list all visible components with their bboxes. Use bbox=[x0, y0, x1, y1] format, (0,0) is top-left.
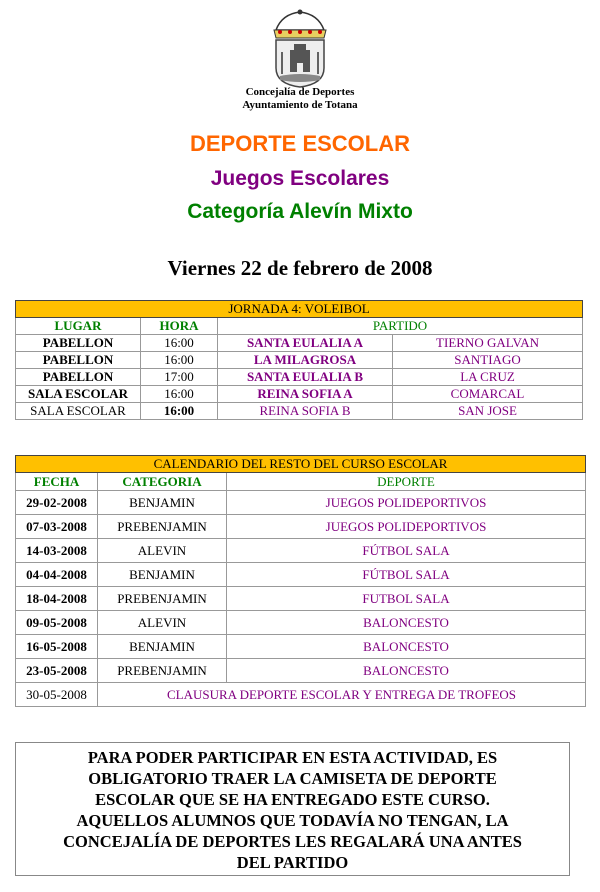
header-deporte: DEPORTE bbox=[227, 473, 586, 491]
calendar-fecha: 04-04-2008 bbox=[16, 563, 98, 587]
match-visitante: SANTIAGO bbox=[393, 352, 583, 369]
calendar-deporte: FÚTBOL SALA bbox=[227, 563, 586, 587]
header-hora: HORA bbox=[141, 318, 218, 335]
calendario-title-row bbox=[16, 456, 586, 473]
notice-line: OBLIGATORIO TRAER LA CAMISETA DE DEPORTE bbox=[88, 769, 497, 788]
calendar-deporte: BALONCESTO bbox=[227, 611, 586, 635]
match-hora: 16:00 bbox=[141, 403, 218, 420]
match-row bbox=[16, 369, 583, 386]
event-date: Viernes 22 de febrero de 2008 bbox=[167, 256, 433, 280]
header-partido: PARTIDO bbox=[218, 318, 583, 335]
calendar-deporte: JUEGOS POLIDEPORTIVOS bbox=[227, 491, 586, 515]
match-local: REINA SOFIA B bbox=[218, 403, 393, 420]
jornada-title-row bbox=[16, 301, 583, 318]
match-local: LA MILAGROSA bbox=[218, 352, 393, 369]
calendar-deporte: JUEGOS POLIDEPORTIVOS bbox=[227, 515, 586, 539]
jornada-header-row bbox=[16, 318, 583, 335]
match-local: REINA SOFIA A bbox=[218, 386, 393, 403]
calendar-row bbox=[16, 539, 586, 563]
calendar-categoria: PREBENJAMIN bbox=[98, 587, 227, 611]
calendario-title: CALENDARIO DEL RESTO DEL CURSO ESCOLAR bbox=[16, 456, 586, 473]
calendar-final-fecha: 30-05-2008 bbox=[16, 683, 98, 707]
match-row bbox=[16, 352, 583, 369]
calendar-row bbox=[16, 611, 586, 635]
notice-line: ESCOLAR QUE SE HA ENTREGADO ESTE CURSO. bbox=[95, 790, 490, 809]
calendar-categoria: PREBENJAMIN bbox=[98, 515, 227, 539]
match-hora: 16:00 bbox=[141, 352, 218, 369]
calendar-categoria: ALEVIN bbox=[98, 539, 227, 563]
calendar-categoria: BENJAMIN bbox=[98, 635, 227, 659]
match-hora: 17:00 bbox=[141, 369, 218, 386]
calendar-final-row bbox=[16, 683, 586, 707]
match-visitante: SAN JOSE bbox=[393, 403, 583, 420]
calendar-row bbox=[16, 587, 586, 611]
calendar-categoria: ALEVIN bbox=[98, 611, 227, 635]
match-lugar: SALA ESCOLAR bbox=[16, 386, 141, 403]
calendario-header-row bbox=[16, 473, 586, 491]
match-lugar: PABELLON bbox=[16, 352, 141, 369]
org-line-2: Ayuntamiento de Totana bbox=[242, 99, 358, 111]
notice-line: AQUELLOS ALUMNOS QUE TODAVÍA NO TENGAN, LA bbox=[76, 811, 509, 830]
calendar-fecha: 23-05-2008 bbox=[16, 659, 98, 683]
match-lugar: PABELLON bbox=[16, 369, 141, 386]
calendar-row bbox=[16, 491, 586, 515]
calendar-deporte: FUTBOL SALA bbox=[227, 587, 586, 611]
match-row bbox=[16, 335, 583, 352]
calendar-fecha: 29-02-2008 bbox=[16, 491, 98, 515]
match-lugar: PABELLON bbox=[16, 335, 141, 352]
match-visitante: LA CRUZ bbox=[393, 369, 583, 386]
calendar-row bbox=[16, 515, 586, 539]
calendar-fecha: 16-05-2008 bbox=[16, 635, 98, 659]
calendar-row bbox=[16, 659, 586, 683]
match-local: SANTA EULALIA B bbox=[218, 369, 393, 386]
notice-box bbox=[15, 742, 570, 876]
notice-line: CONCEJALÍA DE DEPORTES LES REGALARÁ UNA ANTES bbox=[63, 832, 522, 851]
notice-line: PARA PODER PARTICIPAR EN ESTA ACTIVIDAD, ES bbox=[87, 748, 498, 767]
subtitle: Juegos Escolares bbox=[210, 167, 390, 190]
org-line-1: Concejalía de Deportes bbox=[245, 86, 355, 98]
match-visitante: COMARCAL bbox=[393, 386, 583, 403]
calendar-fecha: 14-03-2008 bbox=[16, 539, 98, 563]
calendar-deporte: FÚTBOL SALA bbox=[227, 539, 586, 563]
notice-line: DEL PARTIDO bbox=[236, 853, 349, 872]
match-row bbox=[16, 403, 583, 420]
coat-of-arms-icon bbox=[262, 8, 338, 88]
match-row bbox=[16, 386, 583, 403]
calendar-categoria: BENJAMIN bbox=[98, 491, 227, 515]
main-title: DEPORTE ESCOLAR bbox=[189, 131, 411, 156]
match-local: SANTA EULALIA A bbox=[218, 335, 393, 352]
calendar-categoria: BENJAMIN bbox=[98, 563, 227, 587]
match-visitante: TIERNO GALVAN bbox=[393, 335, 583, 352]
calendar-fecha: 09-05-2008 bbox=[16, 611, 98, 635]
calendar-row bbox=[16, 563, 586, 587]
category-title: Categoría Alevín Mixto bbox=[187, 200, 413, 223]
calendar-deporte: BALONCESTO bbox=[227, 659, 586, 683]
calendario-table bbox=[15, 455, 586, 707]
header-categoria: CATEGORIA bbox=[98, 473, 227, 491]
jornada-title: JORNADA 4: VOLEIBOL bbox=[16, 301, 583, 318]
calendar-fecha: 18-04-2008 bbox=[16, 587, 98, 611]
match-hora: 16:00 bbox=[141, 335, 218, 352]
match-hora: 16:00 bbox=[141, 386, 218, 403]
calendar-fecha: 07-03-2008 bbox=[16, 515, 98, 539]
jornada-table bbox=[15, 300, 583, 420]
header-lugar: LUGAR bbox=[16, 318, 141, 335]
calendar-final-event: CLAUSURA DEPORTE ESCOLAR Y ENTREGA DE TROFEOS bbox=[98, 683, 586, 707]
match-lugar: SALA ESCOLAR bbox=[16, 403, 141, 420]
header-fecha: FECHA bbox=[16, 473, 98, 491]
calendar-categoria: PREBENJAMIN bbox=[98, 659, 227, 683]
calendar-row bbox=[16, 635, 586, 659]
calendar-deporte: BALONCESTO bbox=[227, 635, 586, 659]
